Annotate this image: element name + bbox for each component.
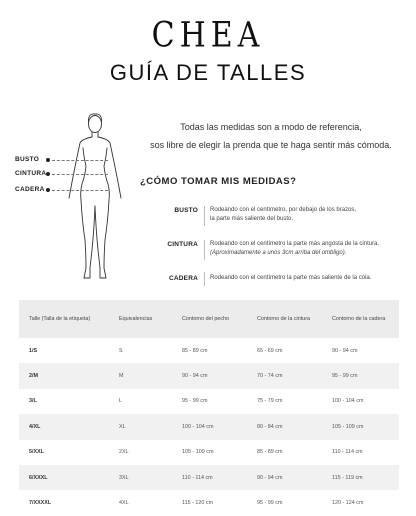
table-cell-size: 6/XXXL [29,474,48,481]
intro-line-2: sos libre de elegir la prenda que te haga sentir más cómoda. [150,140,392,150]
table-header-cadera: Contorno de la cadera [332,315,386,322]
page-title: GUÍA DE TALLES [109,60,307,85]
table-cell-equivalence: M [119,373,124,380]
table-cell-waist: 80 - 84 cm [257,423,283,430]
table-cell-chest: 85 - 89 cm [182,347,208,354]
table-cell-equivalence: XL [119,423,126,430]
table-cell-hip: 100 - 104 cm [332,398,364,405]
table-cell-hip: 110 - 114 cm [332,449,363,456]
intro-line-1: Todas las medidas son a modo de referencia, [180,122,362,132]
table-cell-equivalence: S [119,347,123,354]
size-table [19,300,399,516]
measure-label-busto: BUSTO [174,207,198,214]
table-cell-hip: 115 - 119 cm [332,474,363,481]
table-cell-equivalence: 3XL [119,474,129,481]
measure-label-cintura: CINTURA [167,241,198,248]
figure-label-busto: BUSTO [15,156,40,163]
table-header-talle: Talle (Talla de la etiqueta) [29,315,91,322]
measure-row-cintura [140,240,402,262]
brand-logo: CHEA [151,15,265,56]
measure-row-busto [140,206,402,228]
cintura-marker [46,172,50,176]
busto-line [52,160,108,161]
table-cell-size: 4/XL [29,423,41,430]
cadera-marker [46,188,50,192]
table-row [19,440,399,465]
table-cell-size: 7/XXXXL [29,500,52,507]
table-header-equivalencias: Equivalencias [119,315,153,322]
table-cell-size: 3/L [29,398,37,405]
table-cell-waist: 90 - 94 cm [257,474,283,481]
cadera-line [52,190,108,191]
measure-label-cadera: CADERA [168,275,198,282]
table-cell-chest: 110 - 114 cm [182,474,213,481]
table-row [19,363,399,388]
table-cell-equivalence: 4XL [119,500,129,507]
table-cell-chest: 100 - 104 cm [182,423,214,430]
body-silhouette-icon [55,110,125,285]
measure-text-cadera-1: Rodeando con el centímetro la parte más saliente de la cola. [210,275,372,281]
table-cell-waist: 70 - 74 cm [257,373,283,380]
table-cell-waist: 95 - 99 cm [257,500,283,507]
table-cell-waist: 85 - 89 cm [257,449,283,456]
measure-divider [204,240,205,260]
measure-text-cintura-2: (Aproximadamente a unos 3cm arriba del ombligo). [210,250,347,256]
measure-divider [204,206,205,226]
table-cell-chest: 105 - 109 cm [182,449,214,456]
table-cell-size: 5/XXL [29,449,44,456]
figure-label-cadera: CADERA [15,186,45,193]
table-cell-hip: 90 - 94 cm [332,347,358,354]
table-header-cintura: Contorno de la cintura [257,315,311,322]
cintura-line [52,174,108,175]
measure-text-cintura-1: Rodeando con el centímetro la parte más angosta de la cintura. [210,241,380,247]
table-header-pecho: Contorno del pecho [182,315,230,322]
table-row [19,338,399,363]
measure-text-busto-1: Rodeando con el centímetro, por debajo de los brazos, [210,207,357,213]
measure-text-busto-2: la parte más saliente del busto. [210,216,294,222]
table-row [19,490,399,515]
table-cell-chest: 95 - 99 cm [182,398,208,405]
measure-row-cadera [140,274,402,288]
table-row [19,389,399,414]
table-cell-waist: 75 - 79 cm [257,398,283,405]
table-cell-waist: 65 - 69 cm [257,347,283,354]
busto-marker [46,158,50,162]
table-cell-equivalence: L [119,398,122,405]
table-cell-chest: 90 - 94 cm [182,373,208,380]
body-figure [55,110,125,285]
table-cell-size: 1/S [29,347,38,354]
table-cell-size: 2/M [29,373,38,380]
table-cell-chest: 115 - 120 cm [182,500,214,507]
table-cell-hip: 95 - 99 cm [332,373,358,380]
table-row [19,414,399,439]
table-cell-equivalence: 2XL [119,449,129,456]
table-header-row [19,300,399,338]
measure-divider [204,272,205,286]
table-cell-hip: 105 - 109 cm [332,423,364,430]
table-row [19,465,399,490]
table-cell-hip: 120 - 124 cm [332,500,364,507]
figure-label-cintura: CINTURA [15,170,47,177]
how-to-title: ¿CÓMO TOMAR MIS MEDIDAS? [140,176,297,187]
